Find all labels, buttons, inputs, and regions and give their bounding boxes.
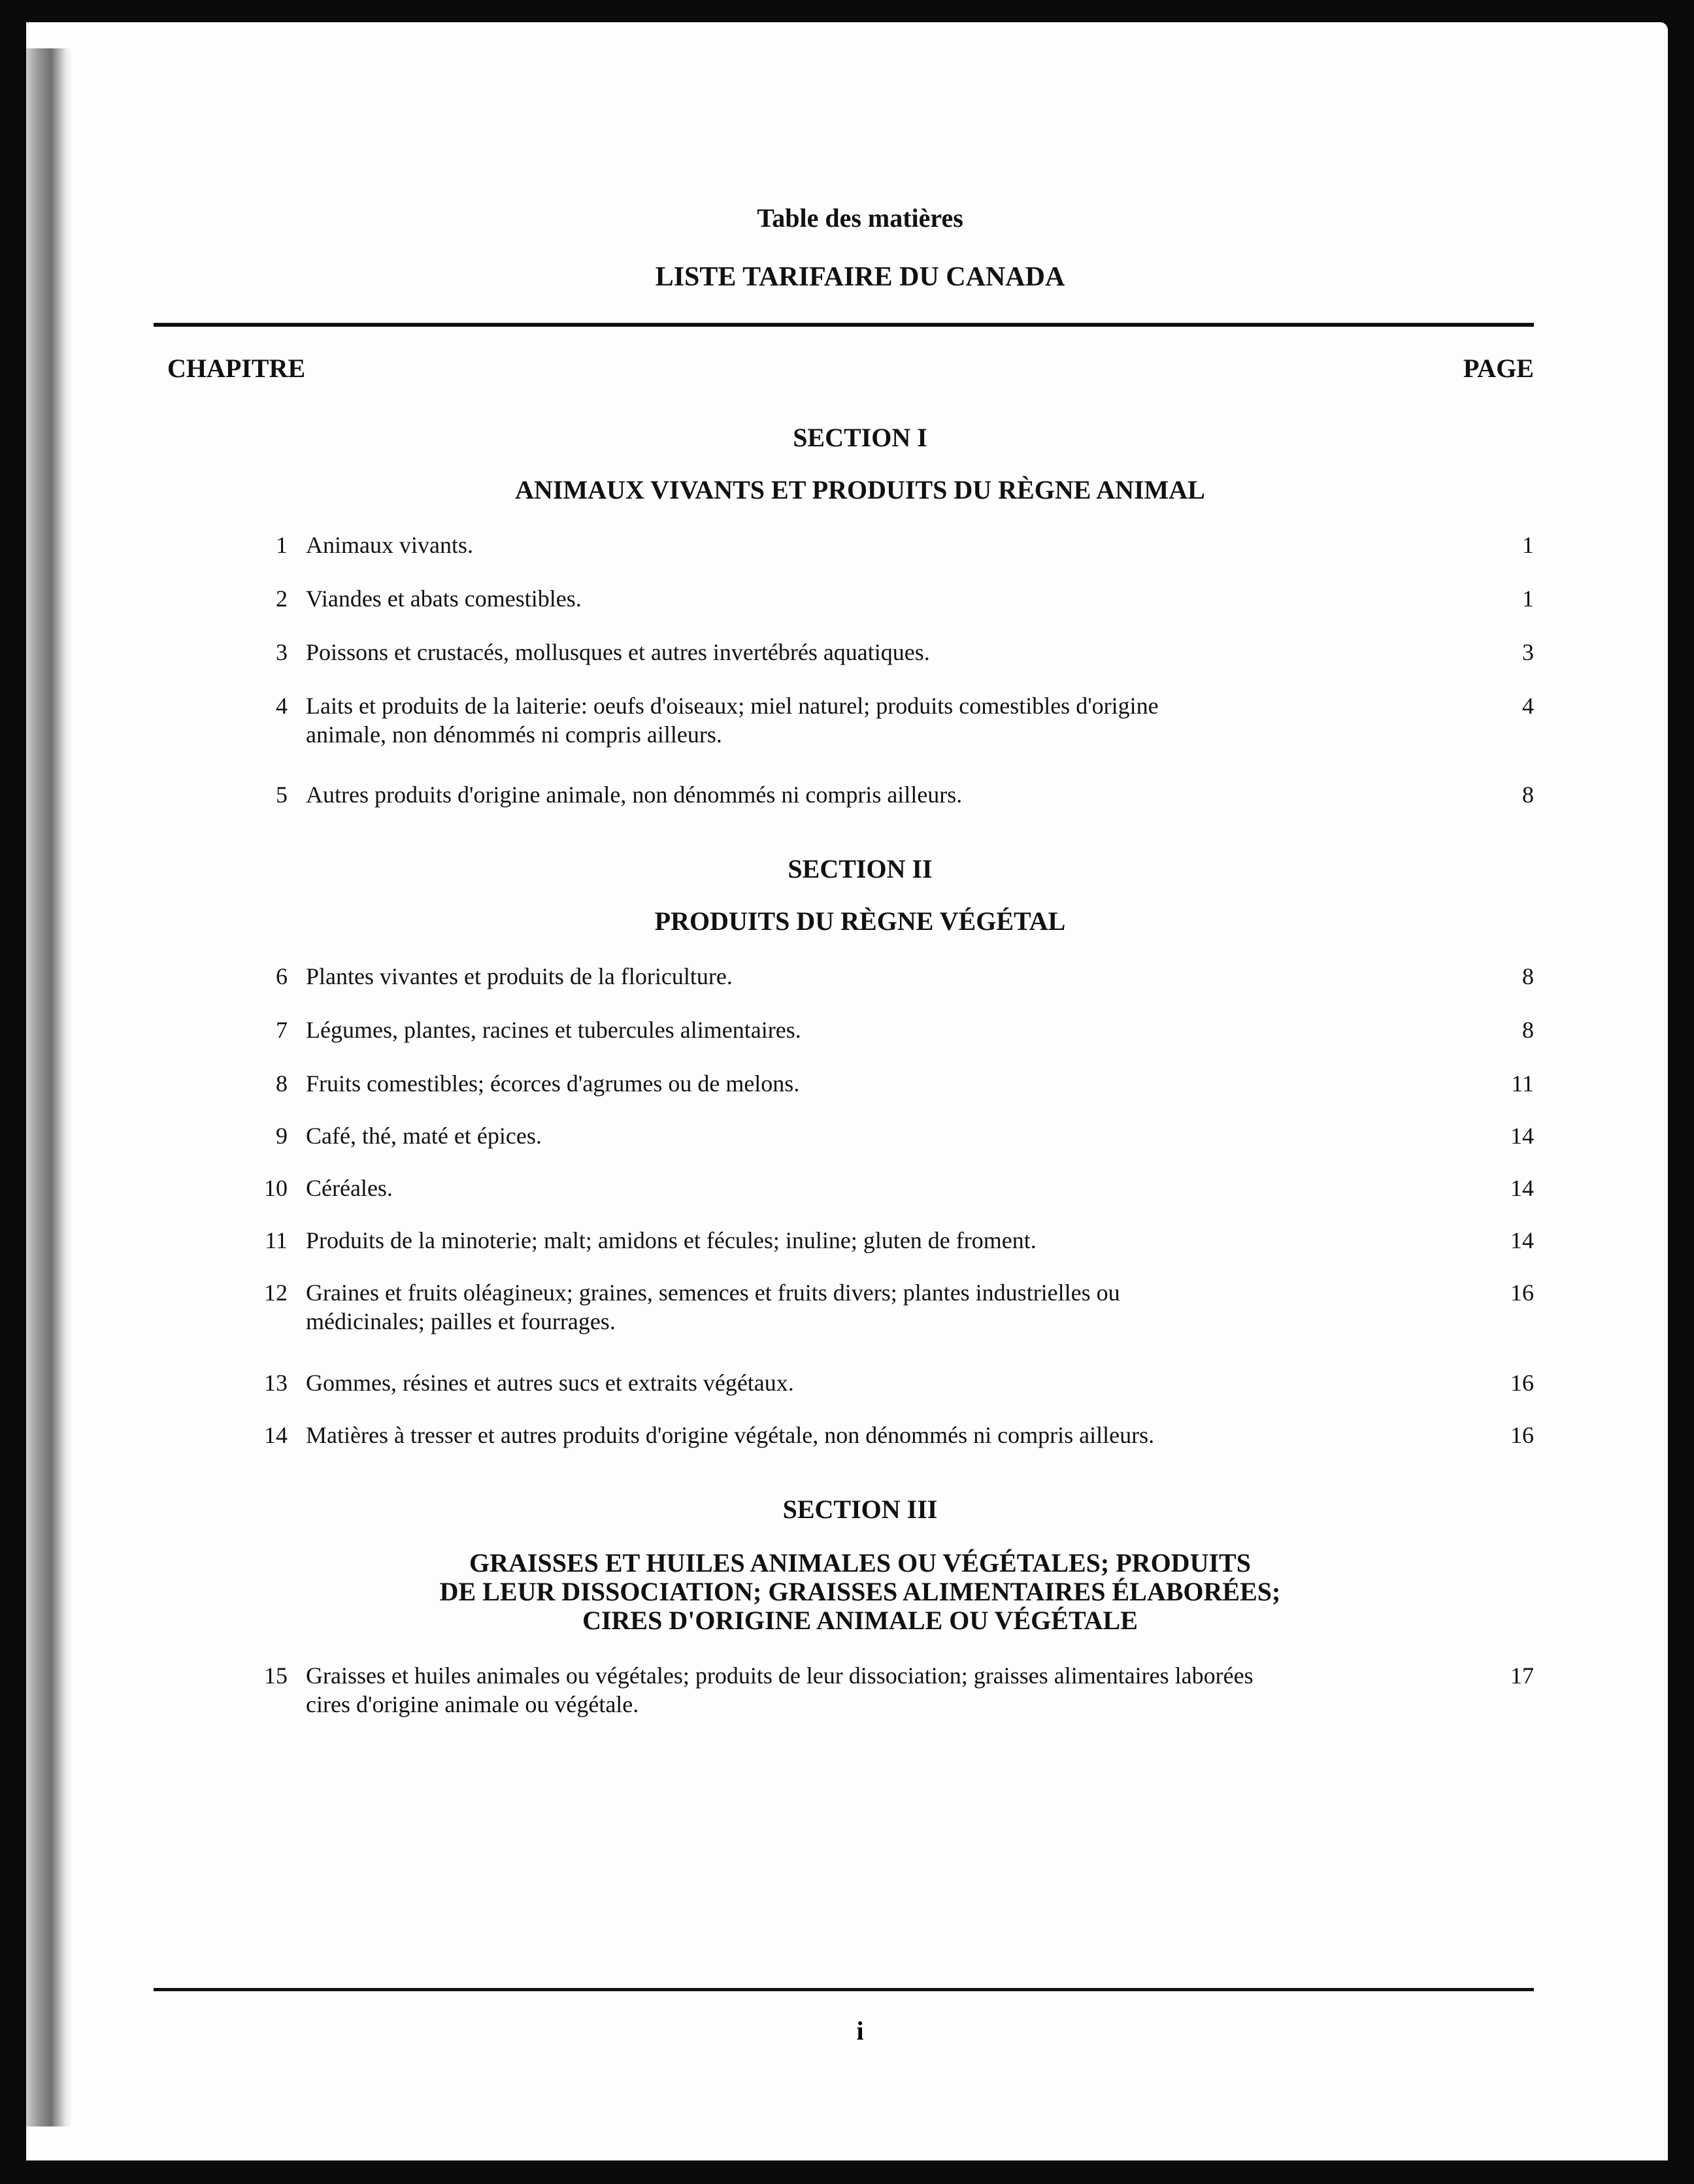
chapter-column-header: CHAPITRE bbox=[167, 354, 306, 383]
section-title-line: DE LEUR DISSOCIATION; GRAISSES ALIMENTAIRES ÉLABORÉES; bbox=[439, 1577, 1281, 1606]
section-label: SECTION I bbox=[793, 423, 927, 452]
chapter-title-line: cires d'origine animale ou végétale. bbox=[306, 1691, 639, 1717]
chapter-number: 6 bbox=[276, 963, 288, 989]
section-title: ANIMAUX VIVANTS ET PRODUITS DU RÈGNE ANIMAL bbox=[515, 475, 1205, 505]
chapter-title: Gommes, résines et autres sucs et extraits végétaux. bbox=[306, 1370, 794, 1396]
page-number: 8 bbox=[1522, 1017, 1534, 1043]
chapter-title-line: Graines et fruits oléagineux; graines, semences et fruits divers; plantes industrielles ou bbox=[306, 1280, 1120, 1306]
page-number: 14 bbox=[1510, 1175, 1534, 1201]
chapter-number: 2 bbox=[276, 586, 288, 612]
page-column-header: PAGE bbox=[1463, 354, 1534, 383]
chapter-number: 4 bbox=[276, 693, 288, 719]
page-title: Table des matières bbox=[757, 203, 963, 233]
chapter-title: Autres produits d'origine animale, non dénommés ni compris ailleurs. bbox=[306, 782, 963, 808]
chapter-title: Fruits comestibles; écorces d'agrumes ou de melons. bbox=[306, 1070, 800, 1097]
chapter-number: 15 bbox=[264, 1663, 288, 1689]
folio: i bbox=[856, 2016, 864, 2045]
section-title-line: CIRES D'ORIGINE ANIMALE OU VÉGÉTALE bbox=[582, 1606, 1138, 1635]
chapter-number: 12 bbox=[264, 1280, 288, 1306]
chapter-title bbox=[306, 691, 1417, 749]
page-number: 16 bbox=[1510, 1370, 1534, 1396]
chapter-number: 10 bbox=[264, 1175, 288, 1201]
chapter-number: 5 bbox=[276, 782, 288, 808]
chapter-title: Café, thé, maté et épices. bbox=[306, 1123, 542, 1149]
section-label: SECTION II bbox=[788, 854, 933, 884]
section-title-line: GRAISSES ET HUILES ANIMALES OU VÉGÉTALES; PRODUITS bbox=[469, 1548, 1251, 1578]
page-number: 14 bbox=[1510, 1227, 1534, 1253]
chapter-number: 8 bbox=[276, 1070, 288, 1097]
chapter-title bbox=[306, 1661, 1417, 1719]
chapter-title: Légumes, plantes, racines et tubercules alimentaires. bbox=[306, 1017, 801, 1043]
page-number: 17 bbox=[1510, 1663, 1534, 1689]
section-title: PRODUITS DU RÈGNE VÉGÉTAL bbox=[654, 906, 1066, 936]
chapter-title: Plantes vivantes et produits de la floriculture. bbox=[306, 963, 733, 989]
page-number: 16 bbox=[1510, 1280, 1534, 1306]
chapter-title-line: Laits et produits de la laiterie: oeufs d'oiseaux; miel naturel; produits comestibles d'origine bbox=[306, 693, 1159, 719]
section-label: SECTION III bbox=[782, 1495, 938, 1524]
chapter-title bbox=[306, 1278, 1417, 1336]
chapter-title: Produits de la minoterie; malt; amidons et fécules; inuline; gluten de froment. bbox=[306, 1227, 1037, 1253]
chapter-title: Céréales. bbox=[306, 1175, 393, 1201]
chapter-title-line: animale, non dénommés ni compris ailleurs. bbox=[306, 721, 722, 748]
chapter-number: 1 bbox=[276, 532, 288, 558]
chapter-number: 13 bbox=[264, 1370, 288, 1396]
page-number: 1 bbox=[1522, 586, 1534, 612]
chapter-number: 11 bbox=[265, 1227, 288, 1253]
page-number: 8 bbox=[1522, 782, 1534, 808]
chapter-title-line: médicinales; pailles et fourrages. bbox=[306, 1308, 616, 1334]
chapter-title-line: Graisses et huiles animales ou végétales; produits de leur dissociation; graisses alimentaires laborées bbox=[306, 1663, 1254, 1689]
chapter-title: Viandes et abats comestibles. bbox=[306, 586, 582, 612]
binding-edge bbox=[26, 48, 72, 2126]
chapter-title: Poissons et crustacés, mollusques et autres invertébrés aquatiques. bbox=[306, 639, 930, 665]
chapter-number: 3 bbox=[276, 639, 288, 665]
page-number: 3 bbox=[1522, 639, 1534, 665]
chapter-title: Matières à tresser et autres produits d'origine végétale, non dénommés ni compris ailleurs. bbox=[306, 1422, 1155, 1448]
page-number: 14 bbox=[1510, 1123, 1534, 1149]
top-rule bbox=[154, 323, 1534, 327]
page-number: 16 bbox=[1510, 1422, 1534, 1448]
document-subtitle: LISTE TARIFAIRE DU CANADA bbox=[655, 262, 1065, 292]
page-number: 1 bbox=[1522, 532, 1534, 558]
page-number: 4 bbox=[1522, 693, 1534, 719]
bottom-rule bbox=[154, 1988, 1534, 1991]
chapter-number: 7 bbox=[276, 1017, 288, 1043]
chapter-title: Animaux vivants. bbox=[306, 532, 473, 558]
chapter-number: 14 bbox=[264, 1422, 288, 1448]
page-number: 8 bbox=[1522, 963, 1534, 989]
document-page bbox=[26, 22, 1668, 2160]
chapter-number: 9 bbox=[276, 1123, 288, 1149]
page-number: 11 bbox=[1511, 1070, 1534, 1097]
